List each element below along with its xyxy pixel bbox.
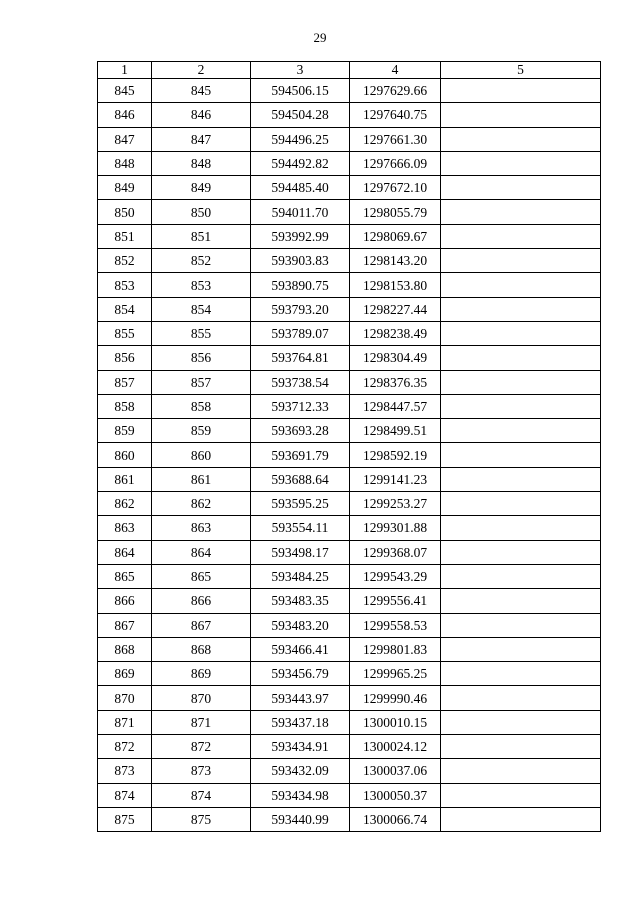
table-cell-col-3: 593903.83 <box>251 249 350 273</box>
table-row <box>98 589 601 613</box>
table-cell-col-4: 1299990.46 <box>350 686 441 710</box>
table-row <box>98 127 601 151</box>
table-cell-col-5 <box>441 492 601 516</box>
table-cell-col-1: 870 <box>98 686 152 710</box>
table-cell-col-4: 1299558.53 <box>350 613 441 637</box>
table-row <box>98 443 601 467</box>
table-cell-col-5 <box>441 564 601 588</box>
table-cell-col-2: 862 <box>152 492 251 516</box>
table-cell-col-4: 1300024.12 <box>350 735 441 759</box>
table-cell-col-4: 1299543.29 <box>350 564 441 588</box>
table-cell-col-2: 867 <box>152 613 251 637</box>
table-cell-col-3: 593443.97 <box>251 686 350 710</box>
table-cell-col-5 <box>441 273 601 297</box>
table-cell-col-5 <box>441 321 601 345</box>
table-cell-col-4: 1297666.09 <box>350 151 441 175</box>
table-cell-col-3: 594506.15 <box>251 79 350 103</box>
table-cell-col-4: 1299556.41 <box>350 589 441 613</box>
table-cell-col-1: 871 <box>98 710 152 734</box>
table-cell-col-5 <box>441 249 601 273</box>
table-cell-col-5 <box>441 467 601 491</box>
page-number: 29 <box>313 30 327 45</box>
table-cell-col-2: 874 <box>152 783 251 807</box>
column-header-4: 4 <box>350 62 441 79</box>
table-cell-col-2: 865 <box>152 564 251 588</box>
table-cell-col-3: 593437.18 <box>251 710 350 734</box>
table-cell-col-3: 593434.91 <box>251 735 350 759</box>
table-cell-col-2: 873 <box>152 759 251 783</box>
table-cell-col-5 <box>441 151 601 175</box>
table-cell-col-5 <box>441 127 601 151</box>
table-cell-col-1: 859 <box>98 419 152 443</box>
table-cell-col-4: 1298447.57 <box>350 394 441 418</box>
table-cell-col-3: 593483.20 <box>251 613 350 637</box>
table-cell-col-2: 869 <box>152 662 251 686</box>
table-cell-col-1: 856 <box>98 346 152 370</box>
table-cell-col-3: 593890.75 <box>251 273 350 297</box>
table-row <box>98 297 601 321</box>
table-cell-col-2: 858 <box>152 394 251 418</box>
table-cell-col-4: 1298069.67 <box>350 224 441 248</box>
table-cell-col-2: 854 <box>152 297 251 321</box>
table-cell-col-4: 1299253.27 <box>350 492 441 516</box>
table-cell-col-2: 855 <box>152 321 251 345</box>
table-cell-col-3: 593595.25 <box>251 492 350 516</box>
table-row <box>98 103 601 127</box>
table-row <box>98 273 601 297</box>
coordinates-table <box>97 61 601 832</box>
table-cell-col-5 <box>441 79 601 103</box>
table-cell-col-2: 846 <box>152 103 251 127</box>
table-cell-col-2: 868 <box>152 637 251 661</box>
table-cell-col-4: 1300010.15 <box>350 710 441 734</box>
table-row <box>98 759 601 783</box>
table-cell-col-3: 594492.82 <box>251 151 350 175</box>
table-cell-col-5 <box>441 589 601 613</box>
table-cell-col-1: 872 <box>98 735 152 759</box>
table-cell-col-3: 593554.11 <box>251 516 350 540</box>
table-cell-col-5 <box>441 370 601 394</box>
table-row <box>98 224 601 248</box>
table-cell-col-1: 862 <box>98 492 152 516</box>
table-cell-col-3: 594496.25 <box>251 127 350 151</box>
table-row <box>98 346 601 370</box>
table-cell-col-5 <box>441 200 601 224</box>
table-row <box>98 321 601 345</box>
table-cell-col-2: 850 <box>152 200 251 224</box>
table-cell-col-3: 593712.33 <box>251 394 350 418</box>
table-cell-col-3: 593483.35 <box>251 589 350 613</box>
table-row <box>98 370 601 394</box>
table-cell-col-2: 871 <box>152 710 251 734</box>
table-cell-col-5 <box>441 710 601 734</box>
table-cell-col-4: 1297661.30 <box>350 127 441 151</box>
table-cell-col-1: 847 <box>98 127 152 151</box>
table-cell-col-2: 864 <box>152 540 251 564</box>
table-cell-col-2: 857 <box>152 370 251 394</box>
table-cell-col-4: 1298055.79 <box>350 200 441 224</box>
table-cell-col-2: 859 <box>152 419 251 443</box>
table-row <box>98 176 601 200</box>
table-row <box>98 807 601 831</box>
table-cell-col-2: 851 <box>152 224 251 248</box>
table-body <box>98 79 601 832</box>
table-cell-col-2: 853 <box>152 273 251 297</box>
table-cell-col-3: 593992.99 <box>251 224 350 248</box>
table-cell-col-5 <box>441 103 601 127</box>
table-cell-col-1: 873 <box>98 759 152 783</box>
table-cell-col-4: 1298304.49 <box>350 346 441 370</box>
table-row <box>98 516 601 540</box>
table-cell-col-1: 866 <box>98 589 152 613</box>
table-cell-col-1: 858 <box>98 394 152 418</box>
table-cell-col-4: 1297672.10 <box>350 176 441 200</box>
table-cell-col-5 <box>441 807 601 831</box>
table-cell-col-1: 874 <box>98 783 152 807</box>
table-cell-col-2: 861 <box>152 467 251 491</box>
table-row <box>98 783 601 807</box>
table-cell-col-3: 593432.09 <box>251 759 350 783</box>
table-cell-col-2: 856 <box>152 346 251 370</box>
table-cell-col-1: 861 <box>98 467 152 491</box>
table-cell-col-3: 593738.54 <box>251 370 350 394</box>
table-row <box>98 249 601 273</box>
table-cell-col-5 <box>441 759 601 783</box>
table-cell-col-5 <box>441 783 601 807</box>
table-cell-col-4: 1298592.19 <box>350 443 441 467</box>
table-cell-col-3: 593693.28 <box>251 419 350 443</box>
table-cell-col-4: 1299801.83 <box>350 637 441 661</box>
table-cell-col-4: 1299301.88 <box>350 516 441 540</box>
table-cell-col-5 <box>441 662 601 686</box>
table-cell-col-5 <box>441 613 601 637</box>
table-cell-col-2: 872 <box>152 735 251 759</box>
table-cell-col-3: 594504.28 <box>251 103 350 127</box>
table-row <box>98 467 601 491</box>
table-cell-col-1: 857 <box>98 370 152 394</box>
table-row <box>98 564 601 588</box>
table-cell-col-1: 851 <box>98 224 152 248</box>
table-cell-col-1: 868 <box>98 637 152 661</box>
table-cell-col-1: 869 <box>98 662 152 686</box>
table-cell-col-4: 1298143.20 <box>350 249 441 273</box>
column-header-5: 5 <box>441 62 601 79</box>
column-header-2: 2 <box>152 62 251 79</box>
table-cell-col-1: 852 <box>98 249 152 273</box>
table-cell-col-1: 845 <box>98 79 152 103</box>
table-cell-col-2: 860 <box>152 443 251 467</box>
table-cell-col-2: 847 <box>152 127 251 151</box>
table-row <box>98 735 601 759</box>
table-cell-col-5 <box>441 297 601 321</box>
table-cell-col-4: 1299141.23 <box>350 467 441 491</box>
table-cell-col-3: 594011.70 <box>251 200 350 224</box>
table-row <box>98 637 601 661</box>
table-cell-col-5 <box>441 443 601 467</box>
table-cell-col-3: 593764.81 <box>251 346 350 370</box>
table-cell-col-2: 870 <box>152 686 251 710</box>
table-cell-col-1: 865 <box>98 564 152 588</box>
table-cell-col-1: 863 <box>98 516 152 540</box>
table-cell-col-4: 1297629.66 <box>350 79 441 103</box>
table-cell-col-1: 848 <box>98 151 152 175</box>
table-cell-col-1: 849 <box>98 176 152 200</box>
table-cell-col-3: 593456.79 <box>251 662 350 686</box>
table-cell-col-3: 593440.99 <box>251 807 350 831</box>
table-row <box>98 492 601 516</box>
table-cell-col-3: 593466.41 <box>251 637 350 661</box>
table-cell-col-2: 852 <box>152 249 251 273</box>
table-cell-col-1: 867 <box>98 613 152 637</box>
table-cell-col-2: 875 <box>152 807 251 831</box>
table-header-row <box>98 62 601 79</box>
table-row <box>98 662 601 686</box>
table-cell-col-2: 849 <box>152 176 251 200</box>
table-cell-col-4: 1298499.51 <box>350 419 441 443</box>
table-cell-col-5 <box>441 686 601 710</box>
table-cell-col-4: 1299965.25 <box>350 662 441 686</box>
table-cell-col-4: 1300050.37 <box>350 783 441 807</box>
table-cell-col-3: 593793.20 <box>251 297 350 321</box>
table-cell-col-5 <box>441 637 601 661</box>
table-row <box>98 540 601 564</box>
table-cell-col-4: 1297640.75 <box>350 103 441 127</box>
table-cell-col-2: 866 <box>152 589 251 613</box>
column-header-1: 1 <box>98 62 152 79</box>
table-row <box>98 394 601 418</box>
table-cell-col-1: 864 <box>98 540 152 564</box>
table-cell-col-5 <box>441 394 601 418</box>
table-cell-col-5 <box>441 224 601 248</box>
table-cell-col-1: 846 <box>98 103 152 127</box>
table-cell-col-1: 850 <box>98 200 152 224</box>
table-cell-col-3: 593498.17 <box>251 540 350 564</box>
table-row <box>98 151 601 175</box>
table-row <box>98 710 601 734</box>
column-header-3: 3 <box>251 62 350 79</box>
table-row <box>98 200 601 224</box>
table-cell-col-3: 593691.79 <box>251 443 350 467</box>
table-cell-col-3: 593484.25 <box>251 564 350 588</box>
table-cell-col-4: 1298238.49 <box>350 321 441 345</box>
table-cell-col-4: 1299368.07 <box>350 540 441 564</box>
table-cell-col-5 <box>441 516 601 540</box>
table-cell-col-3: 594485.40 <box>251 176 350 200</box>
table-cell-col-1: 875 <box>98 807 152 831</box>
table-row <box>98 613 601 637</box>
table-cell-col-2: 848 <box>152 151 251 175</box>
table-cell-col-1: 853 <box>98 273 152 297</box>
table-cell-col-1: 860 <box>98 443 152 467</box>
table-cell-col-4: 1300066.74 <box>350 807 441 831</box>
table-cell-col-4: 1298227.44 <box>350 297 441 321</box>
table-cell-col-3: 593789.07 <box>251 321 350 345</box>
table-cell-col-3: 593434.98 <box>251 783 350 807</box>
table-cell-col-5 <box>441 176 601 200</box>
table-cell-col-5 <box>441 419 601 443</box>
table-cell-col-4: 1298376.35 <box>350 370 441 394</box>
table-row <box>98 686 601 710</box>
table-cell-col-4: 1300037.06 <box>350 759 441 783</box>
table-cell-col-5 <box>441 735 601 759</box>
table-cell-col-5 <box>441 540 601 564</box>
table-cell-col-2: 863 <box>152 516 251 540</box>
table-row <box>98 419 601 443</box>
table-cell-col-1: 855 <box>98 321 152 345</box>
table-cell-col-3: 593688.64 <box>251 467 350 491</box>
table-row <box>98 79 601 103</box>
table-cell-col-5 <box>441 346 601 370</box>
table-cell-col-4: 1298153.80 <box>350 273 441 297</box>
table-cell-col-2: 845 <box>152 79 251 103</box>
table-cell-col-1: 854 <box>98 297 152 321</box>
